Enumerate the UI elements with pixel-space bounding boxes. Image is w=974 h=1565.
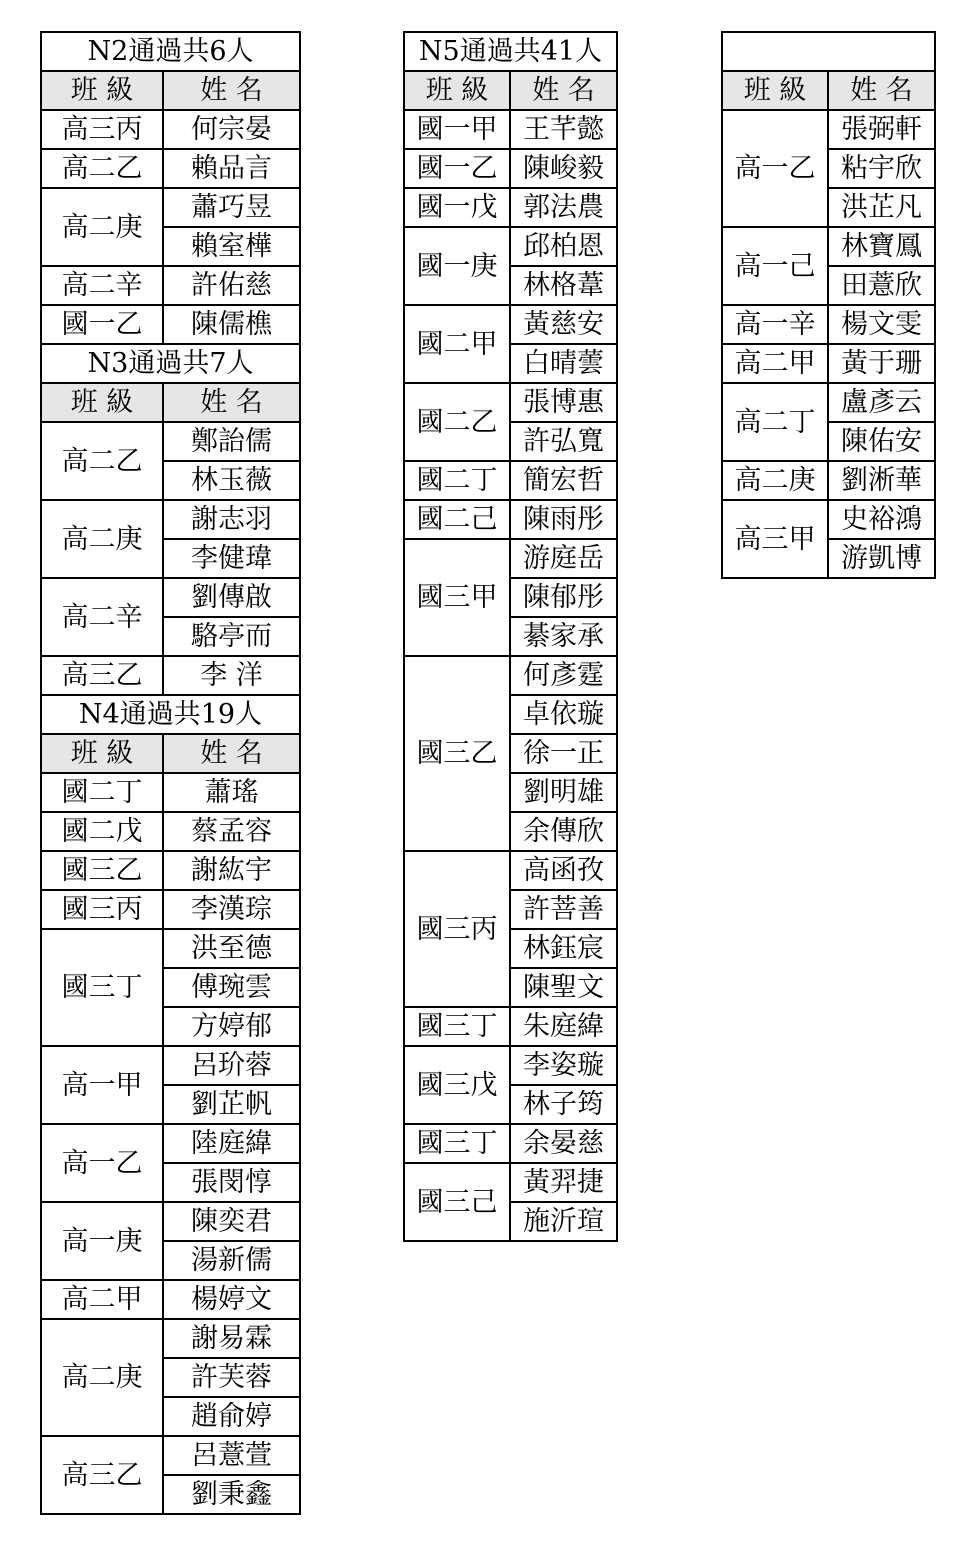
student-name-cell: 湯新儒 (163, 1241, 300, 1280)
student-name-cell: 楊婷文 (163, 1280, 300, 1319)
student-name-cell: 楊文雯 (828, 305, 935, 344)
class-cell: 高二乙 (41, 149, 163, 188)
class-cell: 高二甲 (41, 1280, 163, 1319)
class-cell: 國一甲 (404, 110, 510, 149)
class-column-header: 班 級 (404, 71, 510, 110)
student-name-cell: 李 洋 (163, 656, 300, 695)
class-cell: 高三乙 (41, 656, 163, 695)
name-column-header: 姓 名 (163, 383, 300, 422)
student-name-cell: 陸庭緯 (163, 1124, 300, 1163)
student-name-cell: 史裕鴻 (828, 500, 935, 539)
roster-table-n5-continued (721, 31, 936, 579)
student-name-cell: 陳奕君 (163, 1202, 300, 1241)
student-name-cell: 郭法農 (510, 188, 617, 227)
table-row (41, 890, 300, 929)
table-row (41, 773, 300, 812)
class-column-header: 班 級 (41, 383, 163, 422)
class-cell: 國三乙 (41, 851, 163, 890)
student-name-cell: 洪至德 (163, 929, 300, 968)
class-cell: 高二庚 (722, 461, 828, 500)
class-cell: 國二丁 (41, 773, 163, 812)
roster-table-n2-n4 (40, 31, 301, 1515)
student-name-cell: 游凱博 (828, 539, 935, 578)
table-row (404, 227, 617, 266)
class-column-header: 班 級 (41, 734, 163, 773)
class-cell: 高三甲 (722, 500, 828, 578)
table-row (404, 1124, 617, 1163)
student-name-cell: 游庭岳 (510, 539, 617, 578)
student-name-cell: 黃于珊 (828, 344, 935, 383)
class-cell: 高二丁 (722, 383, 828, 461)
table-row (404, 1163, 617, 1202)
class-cell: 高一甲 (41, 1046, 163, 1124)
student-name-cell: 方婷郁 (163, 1007, 300, 1046)
table-row (404, 539, 617, 578)
student-name-cell: 劉芷帆 (163, 1085, 300, 1124)
student-name-cell: 陳峻毅 (510, 149, 617, 188)
section-title: N4通過共19人 (41, 695, 300, 734)
student-name-cell: 林玉薇 (163, 461, 300, 500)
table-row (722, 344, 935, 383)
student-name-cell: 盧彥云 (828, 383, 935, 422)
section-title: N3通過共7人 (41, 344, 300, 383)
class-cell: 國三己 (404, 1163, 510, 1241)
name-column-header: 姓 名 (828, 71, 935, 110)
name-column-header: 姓 名 (163, 71, 300, 110)
student-name-cell: 余晏慈 (510, 1124, 617, 1163)
roster-table-n5 (403, 31, 618, 1242)
student-name-cell: 蔡孟容 (163, 812, 300, 851)
student-name-cell: 洪芷凡 (828, 188, 935, 227)
table-row (404, 149, 617, 188)
class-cell: 國二己 (404, 500, 510, 539)
table-row (404, 461, 617, 500)
class-cell: 高一乙 (41, 1124, 163, 1202)
class-cell: 國二戊 (41, 812, 163, 851)
student-name-cell: 朱庭緯 (510, 1007, 617, 1046)
student-name-cell: 許弘寬 (510, 422, 617, 461)
student-name-cell: 張閔惇 (163, 1163, 300, 1202)
student-name-cell: 劉傳啟 (163, 578, 300, 617)
class-cell: 國三戊 (404, 1046, 510, 1124)
student-name-cell: 李健瑋 (163, 539, 300, 578)
class-cell: 高二庚 (41, 500, 163, 578)
student-name-cell: 賴品言 (163, 149, 300, 188)
student-name-cell: 卓依璇 (510, 695, 617, 734)
class-cell: 國二丁 (404, 461, 510, 500)
student-name-cell: 張弼軒 (828, 110, 935, 149)
header-row (404, 71, 617, 110)
class-cell: 國一乙 (404, 149, 510, 188)
table-row (404, 656, 617, 695)
table-row (41, 1124, 300, 1163)
student-name-cell: 簡宏哲 (510, 461, 617, 500)
table-row (404, 1007, 617, 1046)
table-row (722, 227, 935, 266)
class-cell: 高二甲 (722, 344, 828, 383)
student-name-cell: 徐一正 (510, 734, 617, 773)
student-name-cell: 陳儒樵 (163, 305, 300, 344)
class-cell: 國三丙 (41, 890, 163, 929)
class-cell: 高一己 (722, 227, 828, 305)
class-cell: 國三丙 (404, 851, 510, 1007)
class-cell: 高二庚 (41, 188, 163, 266)
student-name-cell: 高函孜 (510, 851, 617, 890)
student-name-cell: 謝紘宇 (163, 851, 300, 890)
student-name-cell: 林鈺宸 (510, 929, 617, 968)
student-name-cell: 李姿璇 (510, 1046, 617, 1085)
class-cell: 國三丁 (404, 1124, 510, 1163)
table-row (722, 461, 935, 500)
table-row (41, 812, 300, 851)
section-title-row (41, 695, 300, 734)
student-name-cell: 鄭詒儒 (163, 422, 300, 461)
section-title (722, 32, 935, 71)
class-column-header: 班 級 (722, 71, 828, 110)
table-row (722, 383, 935, 422)
student-name-cell: 施沂瑄 (510, 1202, 617, 1241)
class-cell: 國二甲 (404, 305, 510, 383)
section-title-row (41, 32, 300, 71)
table-row (722, 110, 935, 149)
student-name-cell: 駱亭而 (163, 617, 300, 656)
student-name-cell: 呂玠蓉 (163, 1046, 300, 1085)
table-row (41, 1202, 300, 1241)
student-name-cell: 賴室樺 (163, 227, 300, 266)
student-name-cell: 謝志羽 (163, 500, 300, 539)
student-name-cell: 李漢琮 (163, 890, 300, 929)
student-name-cell: 林寶鳳 (828, 227, 935, 266)
student-name-cell: 何宗晏 (163, 110, 300, 149)
student-name-cell: 謝易霖 (163, 1319, 300, 1358)
table-row (41, 1436, 300, 1475)
student-name-cell: 陳佑安 (828, 422, 935, 461)
student-name-cell: 黃羿捷 (510, 1163, 617, 1202)
table-row (404, 1046, 617, 1085)
table-row (722, 305, 935, 344)
student-name-cell: 傅琬雲 (163, 968, 300, 1007)
class-cell: 國一乙 (41, 305, 163, 344)
student-name-cell: 粘宇欣 (828, 149, 935, 188)
header-row (41, 383, 300, 422)
class-cell: 高二乙 (41, 422, 163, 500)
class-cell: 高三丙 (41, 110, 163, 149)
class-column-header: 班 級 (41, 71, 163, 110)
table-row (41, 1319, 300, 1358)
student-name-cell: 劉明雄 (510, 773, 617, 812)
class-cell: 國三丁 (41, 929, 163, 1046)
table-row (722, 500, 935, 539)
section-title: N2通過共6人 (41, 32, 300, 71)
class-cell: 國三乙 (404, 656, 510, 851)
table-row (404, 188, 617, 227)
class-cell: 國二乙 (404, 383, 510, 461)
student-name-cell: 黃慈安 (510, 305, 617, 344)
class-cell: 高一乙 (722, 110, 828, 227)
table-row (41, 188, 300, 227)
section-title-row (41, 344, 300, 383)
student-name-cell: 陳聖文 (510, 968, 617, 1007)
student-name-cell: 許芙蓉 (163, 1358, 300, 1397)
student-name-cell: 許菩善 (510, 890, 617, 929)
section-title-row (722, 32, 935, 71)
student-name-cell: 許佑慈 (163, 266, 300, 305)
table-row (41, 266, 300, 305)
student-name-cell: 陳雨彤 (510, 500, 617, 539)
name-column-header: 姓 名 (510, 71, 617, 110)
class-cell: 國三丁 (404, 1007, 510, 1046)
class-cell: 高二辛 (41, 578, 163, 656)
student-name-cell: 張博惠 (510, 383, 617, 422)
student-name-cell: 林子筠 (510, 1085, 617, 1124)
class-cell: 高一辛 (722, 305, 828, 344)
student-name-cell: 蕭瑤 (163, 773, 300, 812)
student-name-cell: 趙俞婷 (163, 1397, 300, 1436)
table-row (41, 1280, 300, 1319)
table-row (41, 500, 300, 539)
section-title: N5通過共41人 (404, 32, 617, 71)
student-name-cell: 王芊懿 (510, 110, 617, 149)
student-name-cell: 呂薏萱 (163, 1436, 300, 1475)
table-row (404, 851, 617, 890)
table-row (404, 383, 617, 422)
student-name-cell: 劉淅華 (828, 461, 935, 500)
student-name-cell: 劉秉鑫 (163, 1475, 300, 1514)
header-row (41, 71, 300, 110)
class-cell: 高二庚 (41, 1319, 163, 1436)
header-row (41, 734, 300, 773)
student-name-cell: 綦家承 (510, 617, 617, 656)
table-row (41, 305, 300, 344)
student-name-cell: 邱柏恩 (510, 227, 617, 266)
student-name-cell: 何彥霆 (510, 656, 617, 695)
table-row (404, 110, 617, 149)
section-title-row (404, 32, 617, 71)
class-cell: 高二辛 (41, 266, 163, 305)
student-name-cell: 白晴蕓 (510, 344, 617, 383)
student-name-cell: 田薏欣 (828, 266, 935, 305)
header-row (722, 71, 935, 110)
table-row (41, 929, 300, 968)
table-row (41, 656, 300, 695)
table-row (404, 500, 617, 539)
student-name-cell: 陳郁彤 (510, 578, 617, 617)
student-name-cell: 余傳欣 (510, 812, 617, 851)
table-row (41, 1046, 300, 1085)
table-row (404, 305, 617, 344)
class-cell: 國一戊 (404, 188, 510, 227)
table-row (41, 110, 300, 149)
name-column-header: 姓 名 (163, 734, 300, 773)
table-row (41, 149, 300, 188)
class-cell: 高三乙 (41, 1436, 163, 1514)
class-cell: 高一庚 (41, 1202, 163, 1280)
student-name-cell: 蕭巧昱 (163, 188, 300, 227)
student-name-cell: 林格葦 (510, 266, 617, 305)
table-row (41, 578, 300, 617)
class-cell: 國三甲 (404, 539, 510, 656)
table-row (41, 851, 300, 890)
table-row (41, 422, 300, 461)
class-cell: 國一庚 (404, 227, 510, 305)
